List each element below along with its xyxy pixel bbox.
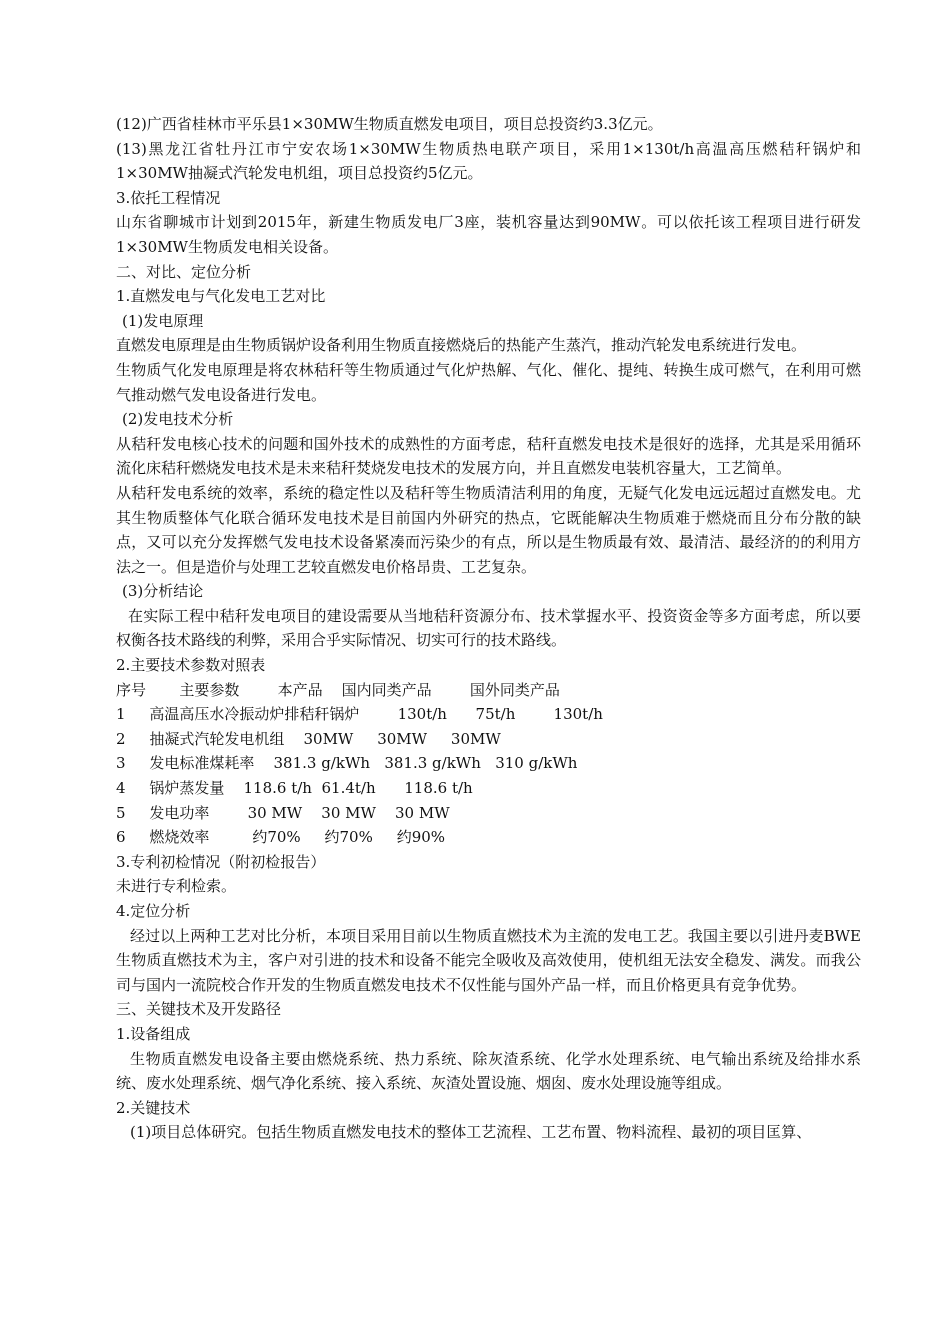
table-cell: 发电功率 (149, 803, 210, 822)
header-foreign: 国外同类产品 (469, 680, 560, 699)
header-index: 序号 (116, 680, 147, 699)
table-cell: 高温高压水冷振动炉排秸秆锅炉 (149, 705, 360, 724)
heading-section-3: 三、关键技术及开发路径 (116, 1000, 282, 1019)
header-this-product: 本产品 (277, 680, 323, 699)
paragraph-direct-combustion-principle: 直燃发电原理是由生物质锅炉设备利用生物质直接燃烧后的热能产生蒸汽，推动汽轮发电系统进行发电。 (116, 336, 807, 355)
table-cell: 30 MW (247, 803, 303, 822)
table-cell: 381.3 g/kWh (384, 754, 481, 773)
heading-patent-check: 3.专利初检情况（附初检报告） (116, 852, 326, 871)
table-cell: 118.6 t/h (404, 779, 473, 798)
heading-equipment-composition: 1.设备组成 (116, 1024, 191, 1043)
table-cell: 5 (116, 803, 126, 822)
paragraph-equipment-composition: 生物质直燃发电设备主要由燃烧系统、热力系统、除灰渣系统、化学水处理系统、电气输出系统及给排水系统、废水处理系统、烟气净化系统、接入系统、灰渣处置设施、烟囱、废水处理设施等组成。 (116, 1049, 861, 1093)
table-cell: 4 (116, 779, 126, 798)
heading-positioning-analysis: 4.定位分析 (116, 902, 191, 920)
table-cell: 30 MW (395, 803, 450, 822)
table-row (116, 727, 861, 752)
paragraph-technology-analysis-1: 从秸秆发电核心技术的问题和国外技术的成熟性的方面考虑，秸秆直燃发电技术是很好的选择，尤其是采用循环流化床秸秆燃烧发电技术是未来秸秆焚烧发电技术的发展方向，并且直燃发电装机容量大，工艺简单。 (116, 434, 861, 478)
heading-section-2: 二、对比、定位分析 (116, 262, 252, 281)
table-row (116, 801, 861, 826)
table-cell: 燃烧效率 (149, 828, 210, 847)
paragraph-technology-analysis-2: 从秸秆发电系统的效率，系统的稳定性以及秸秆等生物质清洁利用的角度，无疑气化发电远远超过直燃发电。尤其生物质整体气化联合循环发电技术是目前国内外研究的热点，它既能解决生物质难于燃烧而且分布分散的缺点，又可以充分发挥燃气发电技术设备紧凑而污染少的有点，所以是生物质最有效、最清洁、最经济的的利用方法之一。但是造价与处理工艺较直燃发电价格昂贵、工艺复杂。 (116, 483, 861, 576)
document-page (116, 112, 861, 1145)
table-cell: 381.3 g/kWh (273, 754, 371, 773)
table-row (116, 702, 861, 727)
table-cell: 30MW (377, 729, 428, 748)
table-cell: 118.6 t/h (243, 779, 312, 798)
heading-analysis-conclusion: (3)分析结论 (122, 582, 204, 601)
table-cell: 2 (116, 729, 126, 748)
paragraph-analysis-conclusion: 在实际工程中秸秆发电项目的建设需要从当地秸秆资源分布、技术掌握水平、投资资金等多方面考虑，所以要权衡各技术路线的利弊，采用合乎实际情况、切实可行的技术路线。 (116, 606, 861, 650)
table-cell: 310 g/kWh (495, 754, 578, 773)
heading-supporting-project: 3.依托工程情况 (116, 188, 221, 207)
heading-process-comparison: 1.直燃发电与气化发电工艺对比 (116, 287, 326, 306)
heading-key-technology: 2.关键技术 (116, 1098, 191, 1117)
paragraph-patent-check: 未进行专利检索。 (116, 877, 237, 896)
paragraph-project-12: (12)广西省桂林市平乐县1×30MW生物质直燃发电项目，项目总投资约3.3亿元。 (116, 115, 663, 133)
table-cell: 1 (116, 705, 126, 724)
heading-generation-principle: (1)发电原理 (122, 311, 204, 330)
table-cell: 抽凝式汽轮发电机组 (149, 729, 285, 748)
table-cell: 3 (116, 754, 126, 773)
table-cell: 约70% (324, 828, 373, 847)
table-cell: 6 (116, 828, 126, 847)
table-cell: 锅炉蒸发量 (149, 779, 225, 798)
table-cell: 130t/h (397, 705, 447, 724)
table-cell: 发电标准煤耗率 (149, 754, 255, 773)
table-cell: 30 MW (321, 803, 376, 822)
table-cell: 30MW (450, 729, 501, 748)
table-cell: 130t/h (553, 705, 603, 724)
heading-parameter-table: 2.主要技术参数对照表 (116, 656, 266, 675)
table-cell: 约70% (252, 828, 301, 847)
table-header-row (116, 678, 861, 703)
parameter-table (116, 678, 861, 850)
paragraph-gasification-principle: 生物质气化发电原理是将农林秸秆等生物质通过气化炉热解、气化、催化、提纯、转换生成可燃气，在利用可燃气推动燃气发电设备进行发电。 (116, 360, 861, 404)
table-row (116, 825, 861, 850)
table-cell: 75t/h (475, 705, 516, 724)
table-cell: 61.4t/h (321, 779, 376, 798)
header-parameter: 主要参数 (179, 680, 240, 699)
header-domestic: 国内同类产品 (341, 680, 432, 699)
table-cell: 30MW (303, 729, 354, 748)
paragraph-project-13: (13)黑龙江省牡丹江市宁安农场1×30MW生物质热电联产项目，采用1×130t/h高温高压燃秸秆锅炉和1×30MW抽凝式汽轮发电机组，项目总投资约5亿元。 (116, 139, 861, 183)
paragraph-positioning-analysis: 经过以上两种工艺对比分析，本项目采用目前以生物质直燃技术为主流的发电工艺。我国主要以引进丹麦BWE生物质直燃技术为主，客户对引进的技术和设备不能完全吸收及高效使用，使机组无法安全稳发、满发。而我公司与国内一流院校合作开发的生物质直燃发电技术不仅性能与国外产品一样，而且价格更具有竞争优势。 (116, 926, 861, 994)
table-cell: 约90% (396, 828, 446, 847)
heading-technology-analysis: (2)发电技术分析 (122, 410, 234, 429)
paragraph-supporting-project: 山东省聊城市计划到2015年，新建生物质发电厂3座，装机容量达到90MW。可以依托该工程项目进行研发1×30MW生物质发电相关设备。 (116, 213, 861, 256)
table-row (116, 776, 861, 801)
table-row (116, 751, 861, 776)
paragraph-overall-research: (1)项目总体研究。包括生物质直燃发电技术的整体工艺流程、工艺布置、物料流程、最初的项目匡算、 (130, 1123, 812, 1142)
